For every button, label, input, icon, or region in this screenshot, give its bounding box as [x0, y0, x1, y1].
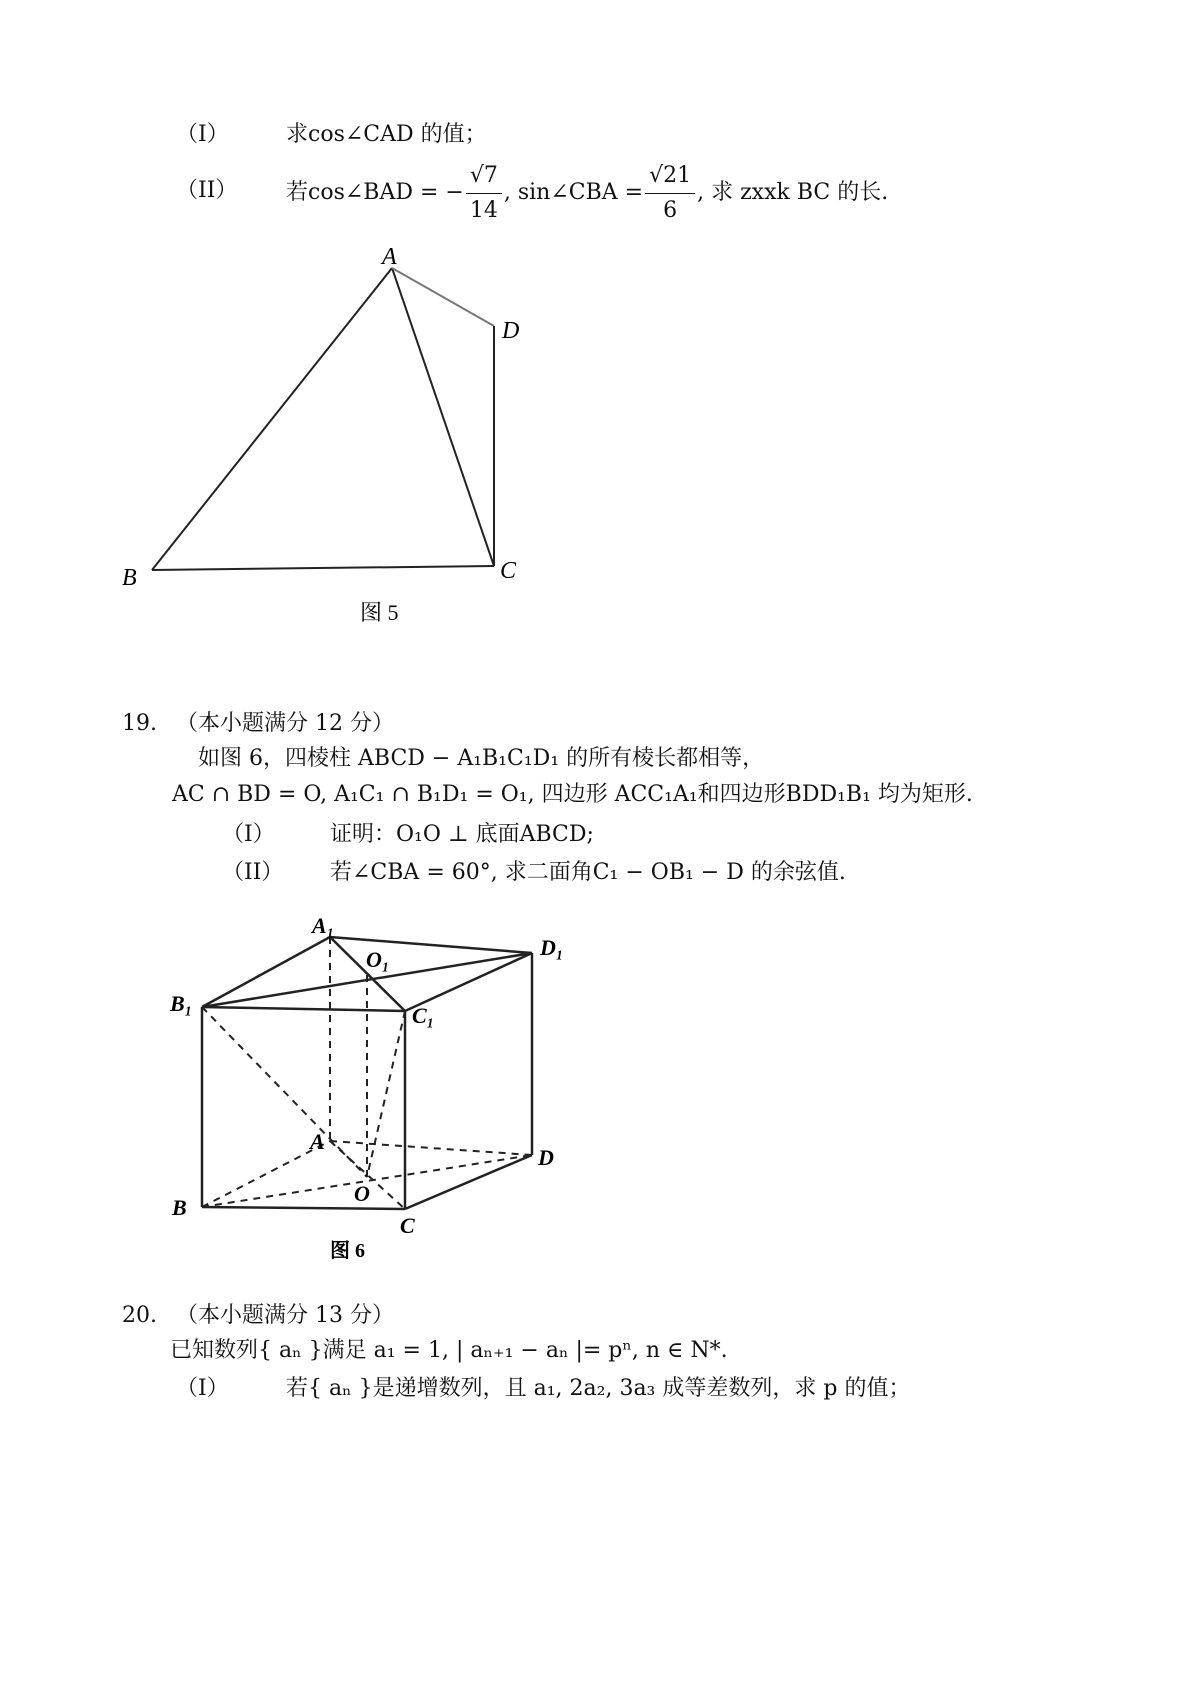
- q18-fraction-1: [466, 159, 502, 228]
- q19-line1: 如图 6，四棱柱 ABCD − A₁B₁C₁D₁ 的所有棱长都相等，: [198, 746, 765, 771]
- q20-number: 20.: [122, 1303, 157, 1328]
- q20-score: （本小题满分 13 分）: [176, 1303, 394, 1328]
- edge-ab: [152, 268, 392, 570]
- q20-line1: 已知数列{ aₙ }满足 a₁ = 1, | aₙ₊₁ − aₙ |= pⁿ, n ∈ N*.: [170, 1338, 728, 1363]
- q18-fraction-1-denominator: 14: [469, 197, 498, 223]
- edge-a1-d1: [330, 937, 532, 953]
- vertex-label-d: D: [538, 1145, 554, 1170]
- edge-ad: [392, 268, 494, 326]
- vertex-label-b1: B₁: [170, 991, 193, 1016]
- edge-b1-o: [202, 1007, 367, 1177]
- q19-part2-label: （II）: [222, 860, 284, 885]
- vertex-label-d1: D₁: [540, 935, 564, 960]
- edge-c1-o: [367, 1011, 405, 1177]
- q18-part2-label: （II）: [176, 178, 238, 203]
- q19-line2: AC ∩ BD = O, A₁C₁ ∩ B₁D₁ = O₁, 四边形 ACC₁A₁和四边形BDD₁B₁ 均为矩形.: [172, 782, 973, 807]
- edge-bc: [152, 566, 494, 570]
- vertex-label-a: A: [310, 1129, 325, 1154]
- figure-6-caption: 图 6: [330, 1240, 365, 1262]
- vertex-label-c: C: [400, 1213, 415, 1238]
- vertex-label-o: O: [354, 1181, 370, 1206]
- q19-score: （本小题满分 12 分）: [176, 711, 394, 736]
- q18-part1-label: （I）: [176, 122, 229, 147]
- q20-part1-label: （I）: [176, 1376, 229, 1401]
- edge-c-d: [405, 1155, 532, 1209]
- q18-fraction-2: [645, 159, 695, 228]
- q18-part2: [286, 158, 888, 228]
- edge-b-c: [202, 1207, 405, 1209]
- vertex-label-c1: C₁: [412, 1003, 435, 1028]
- vertex-label-b: B: [122, 565, 137, 591]
- q18-part1-text: 求cos∠CAD 的值；: [286, 122, 487, 147]
- q20-part1-text: 若{ aₙ }是递增数列，且 a₁, 2a₂, 3a₃ 成等差数列，求 p 的值；: [286, 1376, 911, 1401]
- vertex-label-b: B: [172, 1195, 187, 1220]
- q19-number: 19.: [122, 711, 157, 736]
- vertex-label-a1: A₁: [312, 915, 335, 938]
- q19-part1-label: （I）: [222, 822, 275, 847]
- vertex-label-a: A: [382, 244, 397, 270]
- q19-part1-text: 证明：O₁O ⊥ 底面ABCD;: [330, 822, 594, 847]
- q18-part2-suffix: , 求 zxxk BC 的长.: [697, 180, 889, 205]
- vertex-label-o1: O₁: [366, 947, 390, 972]
- figure-5-caption: 图 5: [360, 600, 399, 625]
- q18-fraction-2-numerator: √21: [645, 159, 695, 194]
- q18-part1: [176, 120, 229, 150]
- edge-b1-c1: [202, 1007, 405, 1011]
- q18-fraction-1-numerator: √7: [466, 159, 502, 194]
- figure-6: [160, 915, 600, 1265]
- q19-part2-text: 若∠CBA = 60°, 求二面角C₁ − OB₁ − D 的余弦值.: [330, 860, 846, 885]
- q18-fraction-2-denominator: 6: [663, 197, 678, 223]
- figure-5: [110, 240, 570, 640]
- edge-a-d: [330, 1141, 532, 1155]
- q18-part2-mid: , sin∠CBA =: [503, 180, 644, 205]
- vertex-label-d: D: [502, 318, 520, 344]
- edge-ac: [392, 268, 494, 566]
- q18-part2-prefix: 若cos∠BAD = −: [286, 180, 464, 205]
- vertex-label-c: C: [500, 558, 517, 584]
